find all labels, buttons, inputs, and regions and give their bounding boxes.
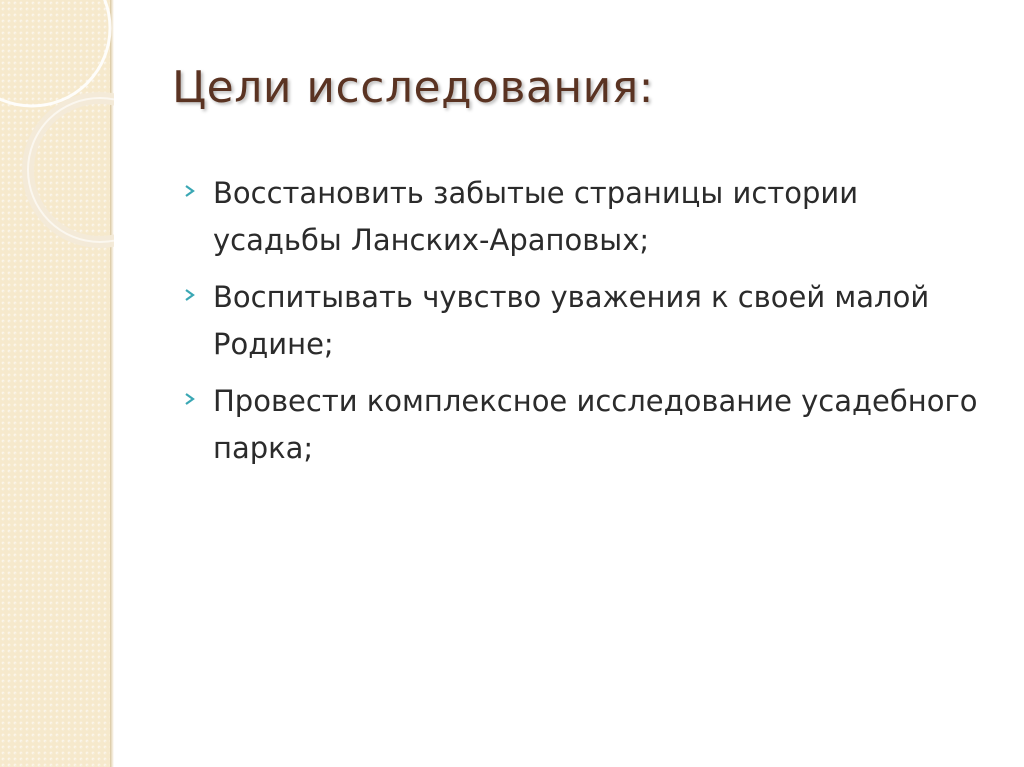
chevron-right-icon	[183, 184, 197, 198]
chevron-right-icon	[183, 392, 197, 406]
chevron-right-icon	[183, 288, 197, 302]
bullet-list	[183, 170, 983, 482]
bullet-text: Восстановить забытые страницы истории усадьбы Ланских-Араповых;	[213, 176, 859, 257]
decorative-side-panel	[0, 0, 110, 767]
bullet-item	[183, 378, 983, 472]
bullet-item	[183, 274, 983, 368]
side-panel-edge	[110, 0, 114, 767]
bullet-text: Воспитывать чувство уважения к своей малой Родине;	[213, 280, 930, 361]
bullet-text: Провести комплексное исследование усадебного парка;	[213, 384, 978, 465]
bullet-item	[183, 170, 983, 264]
slide-title: Цели исследования:	[172, 62, 654, 113]
